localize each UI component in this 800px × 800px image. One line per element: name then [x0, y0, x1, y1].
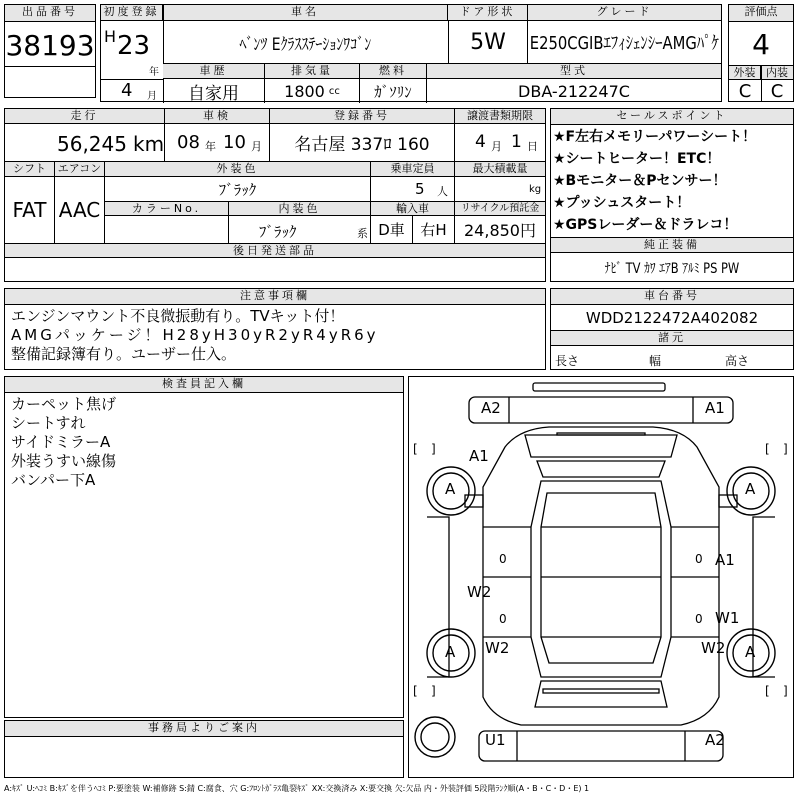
- model-type: DBA-212247C: [518, 81, 630, 101]
- lot-number-header: 出品番号: [5, 5, 95, 22]
- dimensions-header: 諸元: [551, 331, 793, 346]
- mark-rear-left-wheel: A: [445, 643, 456, 661]
- svg-text:[: [: [413, 684, 418, 698]
- dimension-width: 幅: [649, 354, 662, 368]
- transfer-deadline: 4 月 1 日: [475, 132, 538, 153]
- steering-side: 右H: [413, 216, 455, 243]
- lot-number-box: [4, 4, 96, 98]
- inspection: 08 年 10 月: [165, 124, 270, 161]
- interior-color: ﾌﾞﾗｯｸ 系: [229, 216, 371, 243]
- exterior-color: ﾌﾞﾗｯｸ: [105, 177, 371, 201]
- notes-box: [4, 288, 546, 370]
- mark-right-rear-quarter: W2: [701, 639, 726, 657]
- dimension-height: 高さ: [725, 354, 750, 368]
- notes-text: [11, 307, 379, 364]
- damage-diagram: [408, 376, 794, 778]
- max-load: kg: [529, 184, 542, 195]
- sales-points-list: [553, 126, 793, 236]
- mark-top-left: A2: [481, 399, 501, 417]
- mark-left-rear-quarter: W2: [485, 639, 510, 657]
- mark-right-rear-door: W1: [715, 609, 740, 627]
- office-notice-box: [4, 720, 404, 778]
- vehicle-history-header: 車歴: [163, 64, 265, 79]
- inspector-notes-header: 検査員記入欄: [5, 377, 403, 393]
- first-registration-header: 初度登録: [101, 5, 163, 21]
- capacity: 5 人: [371, 177, 455, 201]
- aircon: AAC: [55, 177, 105, 243]
- sales-point: ★プッシュスタート！: [553, 195, 691, 211]
- inspector-note: サイドミラーA: [11, 433, 111, 451]
- max-load-header: 最大積載量: [455, 162, 545, 177]
- svg-text:0: 0: [695, 612, 703, 626]
- grade: E250CGIBｴﾌｨｼｪﾝｼｰAMGﾊﾟｹ: [529, 33, 720, 54]
- mark-front-left-wheel: A: [445, 480, 456, 498]
- rating-header: 評価点: [729, 5, 793, 22]
- aircon-header: エアコン: [55, 162, 105, 177]
- mark-rear-right: A2: [705, 731, 725, 749]
- inspection-header: 車検: [165, 109, 270, 124]
- year-suffix: 年: [149, 67, 159, 78]
- registration-number-header: 登録番号: [270, 109, 455, 124]
- mark-front-left-fender: A1: [469, 447, 489, 465]
- inspector-note: シートすれ: [11, 414, 86, 432]
- svg-text:]: ]: [431, 684, 436, 698]
- recycle-deposit: 24,850円: [464, 221, 536, 240]
- later-parts-header: 後日発送部品: [5, 244, 545, 258]
- svg-text:[: [: [765, 442, 770, 456]
- registration-block: [4, 108, 546, 282]
- svg-text:0: 0: [499, 612, 507, 626]
- inspector-notes-text: [11, 395, 116, 490]
- exterior-grade: C: [738, 80, 752, 102]
- color-no-header: カラーNo.: [105, 202, 229, 216]
- grade-header: グレード: [528, 5, 721, 21]
- exterior-header: 外装: [729, 66, 761, 80]
- inspector-note: 外装うすい線傷: [11, 452, 117, 470]
- interior-color-header: 内装色: [229, 202, 371, 216]
- notes-header: 注意事項欄: [5, 289, 545, 305]
- svg-text:[: [: [765, 684, 770, 698]
- inspector-note: バンパー下A: [11, 471, 96, 489]
- sales-points-box: [550, 108, 794, 282]
- car-name-header: 車名: [163, 5, 448, 21]
- svg-text:0: 0: [499, 552, 507, 566]
- svg-text:]: ]: [783, 442, 788, 456]
- mark-left-rear-door: W2: [467, 583, 492, 601]
- svg-text:[: [: [413, 442, 418, 456]
- mark-rear-right-wheel: A: [745, 643, 756, 661]
- note-line: エンジンマウント不良微振動有り。TVキット付！: [11, 307, 345, 325]
- chassis-box: [550, 288, 794, 370]
- inspector-note: カーペット焦げ: [11, 395, 117, 413]
- standard-equipment-header: 純正装備: [551, 238, 793, 253]
- svg-text:]: ]: [783, 684, 788, 698]
- inspector-notes-box: [4, 376, 404, 718]
- legend: A:ｷｽﾞ U:ﾍｺﾐ B:ｷｽﾞを伴うﾍｺﾐ P:要塗装 W:補修跡 S:錆 C:腐食、穴 G:ﾌﾛﾝﾄｶﾞﾗｽ亀裂ｷｽﾞ XX:交換済み X:要交換 欠:欠品 内・外装評価 5段階ﾗﾝｸ順(A・B・C・D・E) 1: [4, 784, 590, 793]
- sales-points-header: セールスポイント: [551, 109, 793, 125]
- office-notice-header: 事務局よりご案内: [5, 721, 403, 737]
- sales-point: ★シートヒーター！ETC！: [553, 151, 721, 167]
- chassis-number: WDD2122472A402082: [585, 309, 759, 327]
- interior-grade: C: [770, 80, 784, 102]
- model-type-header: 型式: [427, 64, 721, 79]
- door-type: 5W: [448, 21, 528, 63]
- mark-front-right-wheel: A: [745, 480, 756, 498]
- fuel: ｶﾞｿﾘﾝ: [360, 79, 427, 103]
- capacity-header: 乗車定員: [371, 162, 455, 177]
- note-line: AMGパッケージ！H28yH30yR2yR4yR6y: [11, 326, 379, 344]
- mark-rear-left: U1: [485, 731, 506, 749]
- transfer-deadline-header: 譲渡書類期限: [455, 109, 545, 124]
- displacement-header: 排気量: [265, 64, 360, 79]
- sales-point: ★Bモニター＆Pセンサー！: [553, 173, 727, 189]
- import-type: D車: [371, 216, 413, 243]
- first-registration-month: 4: [121, 80, 133, 101]
- vehicle-info-box: [100, 4, 722, 102]
- registration-number: 名古屋 337ﾛ 160: [270, 124, 455, 161]
- mileage: 56,245 km: [5, 124, 165, 161]
- import-header: 輸入車: [371, 202, 455, 216]
- car-name: ﾍﾞﾝﾂ Eｸﾗｽｽﾃｰｼｮﾝﾜｺﾞﾝ: [239, 34, 372, 55]
- car-outline: [409, 377, 793, 777]
- svg-text:]: ]: [431, 442, 436, 456]
- month-suffix: 月: [147, 91, 157, 102]
- exterior-color-header: 外装色: [105, 162, 371, 177]
- first-registration-era: H: [104, 27, 117, 46]
- mileage-header: 走行: [5, 109, 165, 124]
- recycle-deposit-header: リサイクル預託金: [455, 202, 545, 216]
- fuel-header: 燃料: [360, 64, 427, 79]
- dimension-length: 長さ: [555, 354, 580, 368]
- interior-header: 内装: [761, 66, 793, 80]
- svg-text:0: 0: [695, 552, 703, 566]
- standard-equipment: ﾅﾋﾞ TV ｶﾜ ｴｱB ｱﾙﾐ PS PW: [604, 261, 740, 277]
- door-type-header: ドア形状: [448, 5, 528, 21]
- vehicle-history: 自家用: [163, 79, 265, 103]
- sales-point: ★F左右メモリーパワーシート！: [553, 129, 757, 145]
- color-no: [105, 216, 229, 243]
- sales-point: ★GPSレーダー＆ドラレコ！: [553, 217, 738, 233]
- first-registration-year: 23: [117, 31, 151, 61]
- lot-number: 38193: [5, 28, 95, 62]
- shift-header: シフト: [5, 162, 55, 177]
- rating-value: 4: [752, 27, 770, 61]
- rating-box: [728, 4, 794, 102]
- displacement: 1800 cc: [265, 79, 360, 103]
- mark-top-right: A1: [705, 399, 725, 417]
- mark-right-front-door: A1: [715, 551, 735, 569]
- shift: FAT: [5, 177, 55, 243]
- chassis-number-header: 車台番号: [551, 289, 793, 305]
- note-line: 整備記録簿有り。ユーザー仕入。: [11, 345, 237, 363]
